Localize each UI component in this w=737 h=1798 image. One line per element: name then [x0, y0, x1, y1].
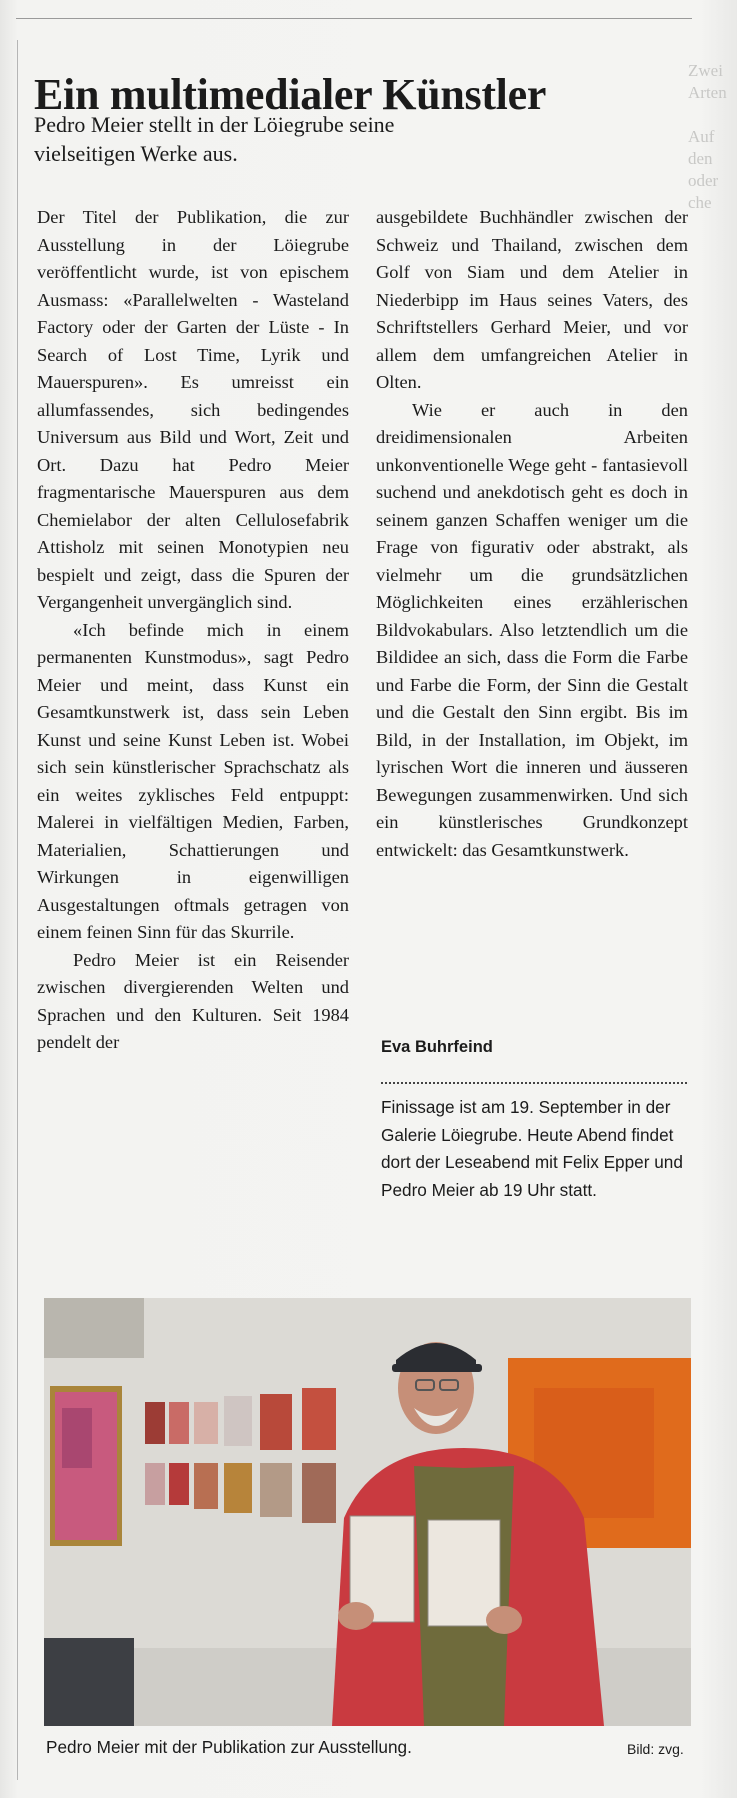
article-column-left [37, 204, 349, 1057]
dotted-divider [381, 1082, 687, 1084]
subheadline: Pedro Meier stellt in der Löiegrube seine vielseitigen Werke aus. [34, 112, 395, 166]
photo-illustration [44, 1298, 691, 1726]
paragraph: ausgebildete Buchhändler zwischen der Schweiz und Thailand, zwischen dem Golf von Siam und dem Atelier in Niederbipp im Haus seines Vaters, des Schriftstellers Gerhard Meier, und vor allem dem umfangreichen Atelier in Olten. [376, 207, 688, 392]
headline: Ein multimedialer Künstler [34, 70, 547, 120]
paragraph: Pedro Meier ist ein Reisender zwischen divergierenden Welten und Sprachen und den Kulturen. Seit 1984 pendelt der [37, 949, 349, 1052]
paragraph: «Ich befinde mich in einem permanenten Kunstmodus», sagt Pedro Meier und meint, dass Kunst ein Gesamtkunstwerk ist, dass sein Leben Kunst und seine Kunst Leben ist. Wobei sich sein künstlerischer Sprachschatz als ein weites zyklisches Feld entpuppt: Malerei in vielfältigen Medien, Farben, Materialien, Schattierungen und Wirkungen in eigenwilligen Ausgestaltungen oftmals getragen von einem feinen Sinn für das Skurrile. [37, 619, 349, 942]
paragraph: Wie er auch in den dreidimensionalen Arbeiten unkonventionelle Wege geht - fantasievoll suchend und anekdotisch geht es doch in seinem ganzen Schaffen weniger um die Frage von figurativ oder abstrakt, als vielmehr um die grundsätzlichen Möglichkeiten eines erzählerischen Bildvokabulars. Also letztendlich um die Bildidee an sich, dass die Form die Farbe und Farbe die Form, der Sinn die Gestalt und die Gestalt den Sinn ergibt. Bis im Bild, in der Installation, im Objekt, im lyrischen Wort die inneren und äusseren Bewegungen zusammenwirken. Und sich ein künstlerisches Grundkonzept entwickelt: das Gesamtkunstwerk. [376, 399, 688, 860]
photo-caption: Pedro Meier mit der Publikation zur Ausstellung. [46, 1737, 412, 1757]
paragraph: Der Titel der Publikation, die zur Ausstellung in der Löiegrube veröffentlicht wurde, ist von epischem Ausmass: «Parallelwelten - Wasteland Factory oder der Garten der Lüste - In Search of Lost Time, Lyrik und Mauerspuren». Es umreisst ein allumfassendes, sich bedingendes Universum aus Bild und Wort, Zeit und Ort. Dazu hat Pedro Meier fragmentarische Mauerspuren aus dem Chemielabor der alten Cellulosefabrik Attisholz mit seinen Monotypien neu bespielt und zeigt, dass die Spuren der Vergangenheit unvergänglich sind. [37, 207, 349, 612]
article-column-right [376, 204, 688, 864]
author-byline: Eva Buhrfeind [381, 1038, 493, 1056]
bleed-through-text: Zwei Arten Auf den oder che [688, 61, 727, 212]
top-rule [16, 18, 692, 19]
event-info: Finissage ist am 19. September in der Galerie Löiegrube. Heute Abend findet dort der Leseabend mit Felix Epper und Pedro Meier ab 19 Uhr statt. [381, 1097, 683, 1200]
photo-credit: Bild: zvg. [627, 1741, 684, 1757]
article-photo [44, 1298, 691, 1726]
column-rule [17, 40, 18, 1780]
